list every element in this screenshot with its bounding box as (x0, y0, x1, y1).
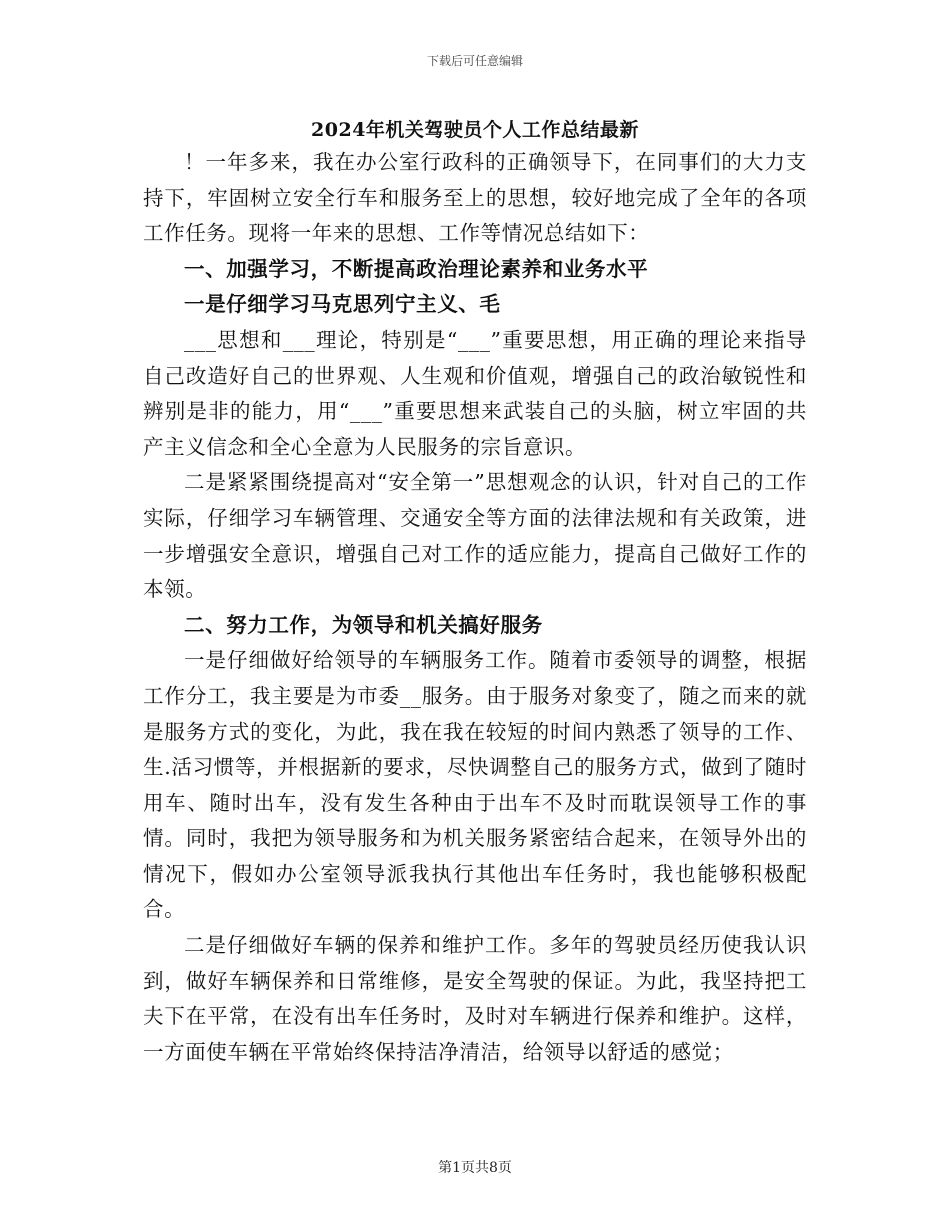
paragraph-theory: ___思想和___理论，特别是“___”重要思想，用正确的理论来指导自己改造好自己的世界观、人生观和价值观，增强自己的政治敏锐性和辨别是非的能力，用“___”重要思想来武装自己的头脑，树立牢固的共产主义信念和全心全意为人民服务的宗旨意识。 (143, 327, 807, 459)
paragraph-vehicle-service: 一是仔细做好给领导的车辆服务工作。随着市委领导的调整，根据工作分工，我主要是为市委__服务。由于服务对象变了，随之而来的就是服务方式的变化，为此，我在我在较短的时间内熟悉了领导的工作、生.活习惯等，并根据新的要求，尽快调整自己的服务方式，做到了随时用车、随时出车，没有发生各种由于出车不及时而耽误领导工作的事情。同时，我把为领导服务和为机关服务紧密结合起来，在领导外出的情况下，假如办公室领导派我执行其他出车任务时，我也能够积极配合。 (143, 648, 807, 922)
document-body (143, 145, 807, 1070)
section-heading-1: 一、加强学习，不断提高政治理论素养和业务水平 (184, 256, 649, 281)
paragraph-vehicle-maintenance: 二是仔细做好车辆的保养和维护工作。多年的驾驶员经历使我认识到，做好车辆保养和日常维修，是安全驾驶的保证。为此，我坚持把工夫下在平常，在没有出车任务时，及时对车辆进行保养和维护。这样，一方面使车辆在平常始终保持洁净清洁，给领导以舒适的感觉； (143, 933, 807, 1064)
document-title: 2024年机关驾驶员个人工作总结最新 (311, 119, 639, 141)
subheading-study: 一是仔细学习马克思列宁主义、毛 (184, 292, 501, 317)
section-heading-2: 二、努力工作，为领导和机关搞好服务 (184, 612, 543, 637)
paragraph-safety: 二是紧紧围绕提高对“安全第一”思想观念的认识，针对自己的工作实际，仔细学习车辆管理、交通安全等方面的法律法规和有关政策，进一步增强安全意识，增强自己对工作的适应能力，提高自己做好工作的本领。 (143, 470, 807, 602)
header-note: 下载后可任意编辑 (426, 54, 523, 68)
page-footer: 第1页共8页 (438, 1160, 512, 1176)
intro-paragraph: ！一年多来，我在办公室行政科的正确领导下，在同事们的大力支持下，牢固树立安全行车和服务至上的思想，较好地完成了全年的各项工作任务。现将一年来的思想、工作等情况总结如下： (143, 150, 807, 246)
